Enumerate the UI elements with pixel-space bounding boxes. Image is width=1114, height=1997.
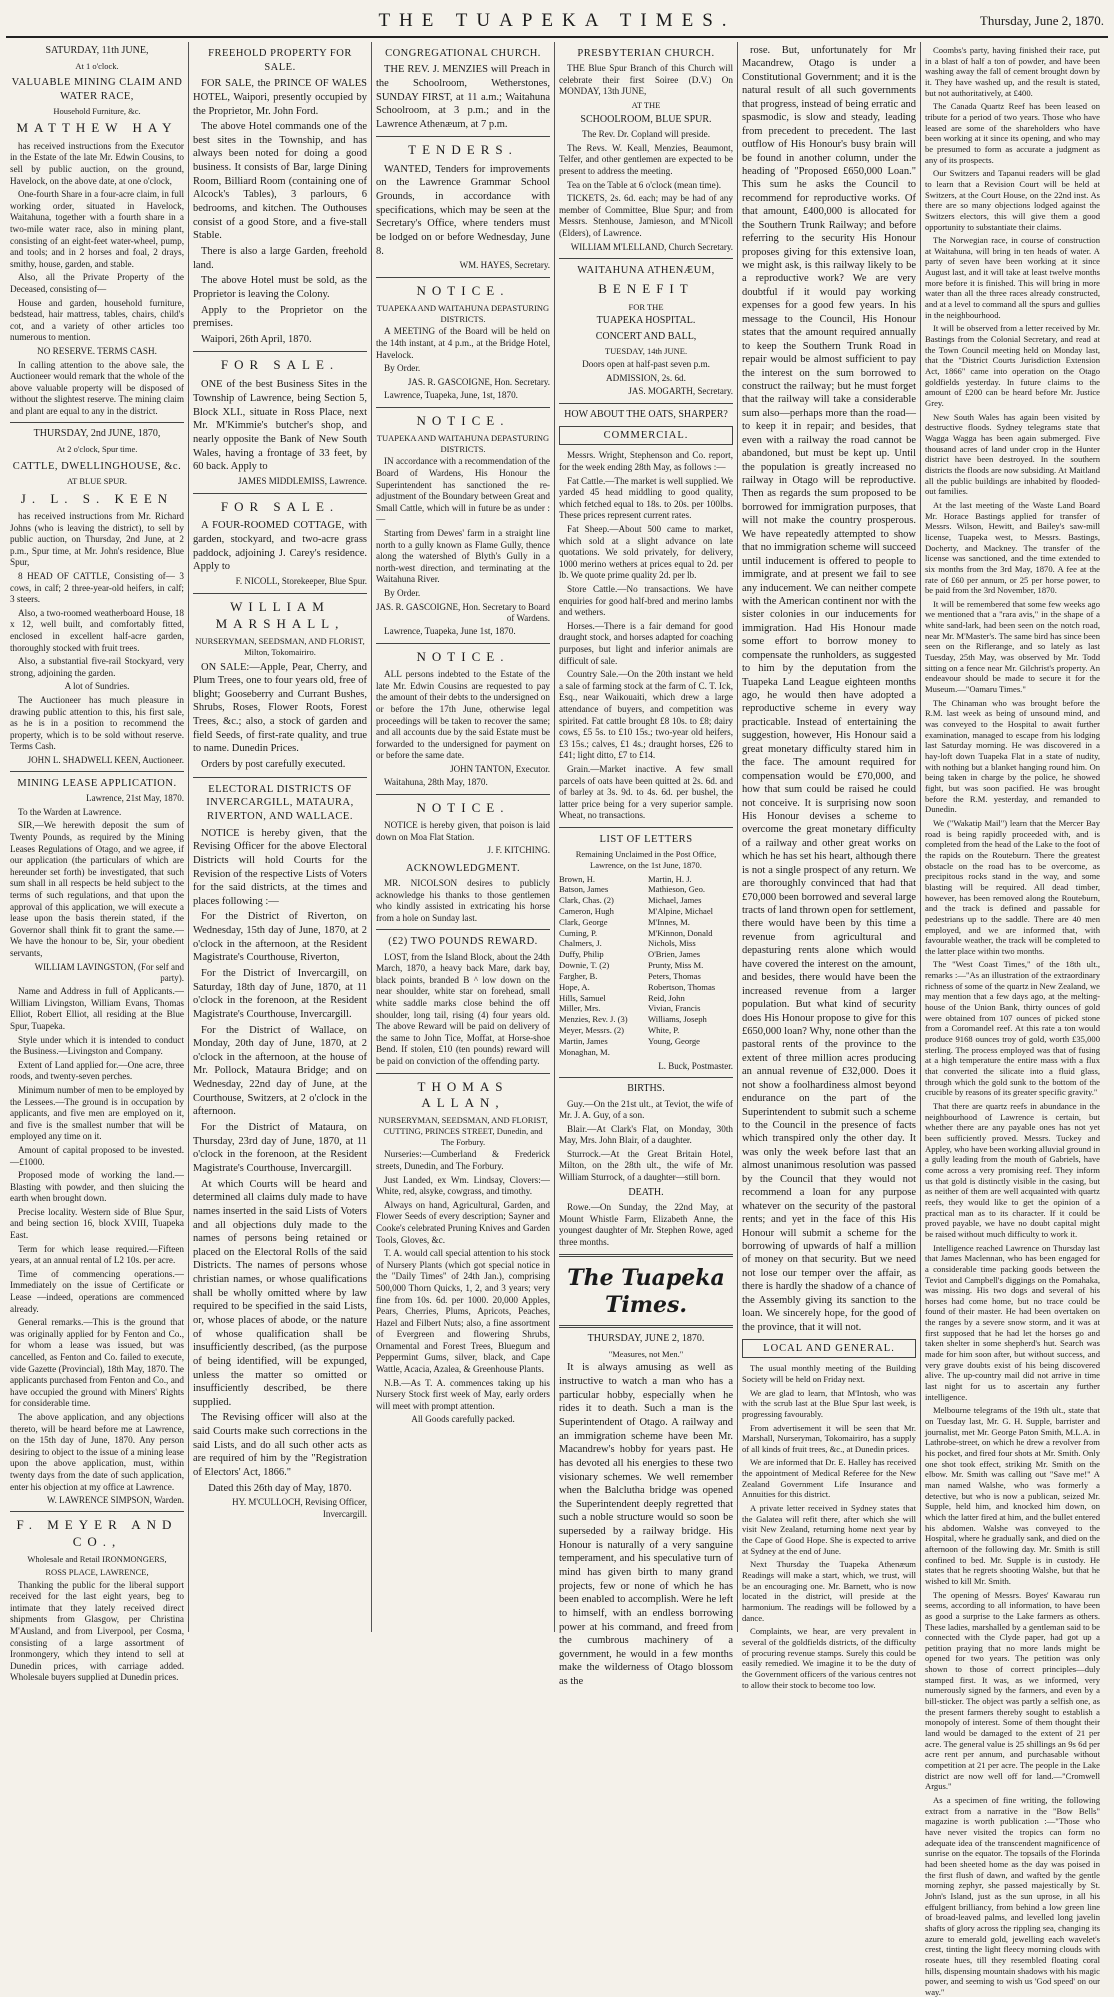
letter-name: Cuming, P.	[559, 927, 597, 938]
electoral-body: NOTICE is hereby given, that the Revising Officer for the above Electoral Districts will hold Courts for the Revision of the respective Lists of Voters for the said districts, at the times and places following :—	[193, 827, 367, 907]
letters-list	[559, 874, 733, 1058]
lease-title: MINING LEASE APPLICATION.	[17, 778, 177, 790]
local-item: A private letter received in Sydney states that the Galatea will refit there, after which she will visit New Zealand, returning home next year by the Cape of Good Hope. She is expected to arrive at Sydney at the end of June.	[742, 1503, 916, 1556]
letter-name: Menzies, Rev. J. (3)	[559, 1014, 628, 1025]
column-1	[6, 42, 189, 1683]
letter-name: M'Innes, M.	[648, 916, 690, 927]
sale1-item: House and garden, household furniture, bedstead, hair mattress, tables, chairs, child's cot, and a variety of other articles too numerous to mention.	[10, 297, 184, 343]
news-item: That there are quartz reefs in abundance in the neighbourhood of Lawrence is certain, but whether there are any payable ones has not yet been sufficiently proved. Messrs. Tuckey and Appley, who have been working alluvial ground in a gully leading from the mouth of Gabriels, have come across a very promising reef. They inform us that gold is distinctly visible in the casing, but as neither of them are well acquainted with quartz reefs, they would like to get the opinion of a practical man as to its character. If it could be proved payable, we have no doubt capital might be raised without much difficulty to work it.	[925, 1101, 1100, 1239]
sale1-note: In calling attention to the above sale, the Auctioneer would remark that the whole of the above valuable property will be disposed of without the slightest reserve. The mining claim and plant are equal to any in the district.	[10, 359, 184, 416]
pres-chair: The Rev. Dr. Copland will preside.	[581, 129, 710, 140]
letter-name: Chalmers, J.	[559, 938, 602, 949]
lease-detail: Extent of Land applied for.—One acre, three roods, and twenty-seven perches.	[10, 1059, 184, 1082]
births-title: BIRTHS.	[627, 1082, 665, 1094]
divider	[559, 1325, 733, 1328]
pres-signature: WILLIAM M'LELLAND, Church Secretary.	[570, 241, 733, 252]
marshall-p2: Orders by post carefully executed.	[201, 759, 346, 771]
pres-p4: TICKETS, 2s. 6d. each; may be had of any member of Committee, Blue Spur; and from Messrs. Stenhouse, Jamieson, and M'Nicoll (Elders), of Lawrence.	[559, 193, 733, 239]
letter-name: Mathieson, Geo.	[648, 884, 706, 895]
letter-name: Martin, H. J.	[648, 873, 692, 884]
freehold-date: Waipori, 26th April, 1870.	[201, 333, 312, 345]
birth-notice: Sturrock.—At the Great Britain Hotel, Milton, on the 28th ult., the wife of Mr. William Sturrock, of a daughter—still born.	[559, 1148, 733, 1183]
meyer-body: Thanking the public for the liberal support received for the last eight years, beg to intimate that they lately received direct shipments from Glasgow, per Christina M'Ausland, and from Liverpool, per Cosma, consisting of a large assortment of Ironmongery, which they intend to sell at Dunedin prices, with carriage added. Wholesale buyers supplied at Dunedin prices.	[10, 1579, 184, 1683]
divider	[376, 407, 550, 408]
notice2-signature: JAS. R. GASCOIGNE, Hon. Secretary to Board of Wardens.	[376, 601, 550, 623]
sale2-place: AT BLUE SPUR.	[66, 475, 128, 486]
divider	[376, 643, 550, 644]
tenders-title: TENDERS.	[408, 142, 518, 158]
lease-detail: Term for which lease required.—Fifteen years, at an annual rental of L2 10s. per acre.	[10, 1243, 184, 1266]
sale2-body: has received instructions from Mr. Richard Johns (who is leaving the district), to sell by public auction, on Thursday, 2nd June, at 2 p.m., Spur time, at Mr. John's residence, Blue Spur,	[10, 511, 184, 568]
electoral-title: ELECTORAL DISTRICTS OF INVERCARGILL, MATAURA, RIVERTON, AND WALLACE.	[206, 783, 354, 822]
athenaeum-hospital: TUAPEKA HOSPITAL.	[596, 315, 696, 327]
columns	[6, 42, 1108, 1997]
freehold-p4: The above Hotel must be sold, as the Proprietor is leaving the Colony.	[193, 275, 367, 300]
letter-name: Peters, Thomas	[648, 970, 701, 981]
sale-b-signature: F. NICOLL, Storekeeper, Blue Spur.	[235, 575, 367, 586]
athenaeum-date: TUESDAY, 14th JUNE.	[604, 346, 688, 357]
sale1-sub: Household Furniture, &c.	[53, 105, 141, 116]
commercial-title: COMMERCIAL.	[559, 426, 733, 445]
letter-name: Prunty, Miss M.	[648, 960, 704, 971]
pres-title: PRESBYTERIAN CHURCH.	[577, 48, 715, 59]
sale1-item: Also, all the Private Property of the Deceased, consisting of—	[10, 272, 184, 294]
electoral-item: For the District of Mataura, on Thursday, 23rd day of June, 1870, at 11 o'clock in the forenoon, at the Resident Magistrate's Courthouse, Invercargill.	[193, 1122, 367, 1174]
letter-name: Robertson, Thomas	[648, 981, 716, 992]
sale-a-body: ONE of the best Business Sites in the Township of Lawrence, being Section 5, Block XLI., situate in Ross Place, next Mr. M'Kimmie's butcher's shop, and nearly opposite the Bank of New South Wales, having a frontage of 33 feet, by 60 back. Apply to	[193, 379, 367, 473]
lease-date: Lawrence, 21st May, 1870.	[86, 793, 184, 804]
letter-name: White, P.	[648, 1025, 680, 1036]
lease-detail: Style under which it is intended to conduct the Business.—Livingston and Company.	[10, 1034, 184, 1057]
divider	[10, 1511, 184, 1512]
sale2-date: THURSDAY, 2nd JUNE, 1870,	[33, 428, 161, 440]
news-item: New South Wales has again been visited by destructive floods. Sydney telegrams state that Wagga Wagga has been again submerged. Five thousand acres of land under crop in the Hunter district have been destroyed. In the southern districts the floods are now subsiding. At Maitland all the public buildings are inhabited by flooded-out families.	[925, 411, 1100, 497]
letter-name: Duffy, Philip	[559, 949, 604, 960]
athenaeum-benefit: BENEFIT	[598, 281, 694, 297]
tenders-signature: WM. HAYES, Secretary.	[459, 260, 550, 271]
notice1-by: By Order.	[384, 363, 421, 374]
letter-name: Vivian, Francis	[648, 1003, 701, 1014]
editorial-text: It is always amusing as well as instructive to watch a man who has a particular hobby, especially when he rides it to death. Such a man is the Superintendent of Otago. A railway and an immigration scheme have been Mr. Macandrew's hobby for years past. He has devoted all his energies to these two visionary schemes. We well remember when the Balclutha bridge was opened the Superintendent deeply regretted that such a noble structure would so soon be superseded by a railway bridge. His Honour is naturally of a very sanguine temperament, and his speculative turn of mind has given birth to many grand projects, few or none of which he has been enabled to accomplish. Were he left to himself, with an endless borrowing power at his command, and freed from the cumbrous machinery of a government, he would in a few months make the wilderness of Otago blossom as the	[559, 1362, 733, 1688]
notice1-title: NOTICE.	[416, 282, 510, 298]
electoral-item: For the District of Wallace, on Monday, 20th day of June, 1870, at 2 o'clock in the afternoon, at the house of Mr. Pollock, Mataura Bridge; and on Wednesday, 22nd day of June, at the Courthouse, Switzers, at 2 o'clock in the afternoon.	[193, 1024, 367, 1118]
sale-a-title: FOR SALE.	[220, 357, 340, 373]
lease-detail: Time of commencing operations.—Immediately on the issue of Certificate or Lease —indeed, operations are commenced already.	[10, 1268, 184, 1314]
letter-name: O'Brien, James	[648, 949, 701, 960]
notice1-date: Lawrence, Tuapeka, June, 1st, 1870.	[384, 390, 518, 401]
electoral-item: For the District of Invercargill, on Saturday, 18th day of June, 1870, at 11 o'clock in the forenoon, at the Resident Magistrate's Courthouse, Invercargill.	[193, 967, 367, 1020]
marshall-sub: NURSERYMAN, SEEDSMAN, AND FLORIST, Milton, Tokomairiro.	[195, 636, 365, 658]
sale2-item: A lot of Sundries.	[64, 681, 130, 692]
letter-name: Reid, John	[648, 992, 685, 1003]
sale2-item: Also, a substantial five-rail Stockyard, very strong, adjoining the garden.	[10, 656, 184, 678]
athenaeum-doors: Doors open at half-past seven p.m.	[582, 359, 710, 370]
sale1-terms: NO RESERVE. TERMS CASH.	[37, 345, 157, 356]
lease-note: The above application, and any objections thereto, will be heard before me at Lawrence, on the 15th day of June, 1870. Any person desiring to object to the issue of a mining lease upon the above application, must, within twenty days from the date of such application, enter his objection at my office at Lawrence.	[10, 1411, 184, 1492]
letter-name: Hills, Samuel	[559, 992, 606, 1003]
commercial-p: Horses.—There is a fair demand for good draught stock, and horses adapted for coaching purposes, but light and inferior animals are difficult of sale.	[559, 620, 733, 666]
lease-to: To the Warden at Lawrence.	[18, 806, 122, 817]
notice3-signature: JOHN TANTON, Executor.	[450, 763, 550, 774]
divider	[376, 277, 550, 278]
letter-name: Nichols, Miss	[648, 938, 696, 949]
freehold-p5: Apply to the Proprietor on the premises.	[193, 304, 367, 330]
news-item: The Chinaman who was brought before the R.M. last week as being of unsound mind, and was conveyed to the Hospital to await further examination, managed to escape from his lodging last Saturday morning. He was discovered in a hay-loft down Tuapeka Flat in a state of nudity, with nothing but a blanket hanging round him. On being taken in charge by the police, he showed fight, but was soon pacified. He was brought before the R.M. yesterday, and remanded to Dunedin.	[925, 697, 1100, 815]
letter-name: Miller, Mrs.	[559, 1003, 601, 1014]
pres-at: AT THE	[631, 100, 661, 110]
sale2-time: At 2 o'clock, Spur time.	[56, 444, 138, 455]
news-item: The Norwegian race, in course of construction at Waitahuna, will bring in ten heads of water. A party of seven have been working at it since August last, and it will take at least twelve months more before it is finished. This will bring in more water than all the three races already constructed, and at a level to command all the spurs and gullies in the neighbourhood.	[925, 235, 1100, 320]
sale2-item: 8 HEAD OF CATTLE, Consisting of— 3 cows, in calf; 2 three-year-old heifers, in calf; 3 steers.	[10, 571, 184, 605]
ack-body: MR. NICOLSON desires to publicly acknowledge his thanks to those gentlemen who kindly assisted in extricating his horse from a hole on Sunday last.	[376, 878, 550, 923]
notice3-title: NOTICE.	[416, 648, 510, 664]
sale-b-title: FOR SALE.	[220, 498, 340, 514]
editorial-text-continued: rose. But, unfortunately for Mr Macandrew, Otago is under a Constitutional Government; and it is the natural result of all such governments that progress, instead of being erratic and spasmodic, is slow and steady, leading from precedent to precedent. The last outflow of His Honour's busy brain will be found in another column, under the heading of "Proposed £650,000 Loan." This sum he asks the Council to recommend for reproductive works. Of that amount, £400,000 is allocated for the Southern Trunk Railway; and before referring to the security His Honour proposes giving for this extensive loan, we might ask, is this railway likely to be a reproductive work? We are very doubtful if it would pay working expenses for a good few years. In his message to the Council, His Honour states that the amount required annually to keep the Southern Trunk Road in repair would be almost sufficient to pay the interest on the sum borrowed to construct the railway; but he must forget that the railway will take a considerable sum also—perhaps more than the road—to keep it in repair; and besides, that even with a railway the road cannot be abandoned, but must be kept up. Until the population is greatly increased no railway in Otago will be reproductive. Then as regards the sum proposed to be borrowed for immigration purposes, that will not make the country prosperous. We have repeatedly attempted to show that no immigration scheme will succeed until inducement is offered to people to immigrate, and at present we fail to see any inducement. We can neither compete with the American continent nor with the sister colonies in our inducements for immigration. Had His Honour made some effort to borrow money to compensate the runholders, as suggested to him by the deputation from the Tuapeka Land League eighteen months ago, he would then have adopted a reproductive scheme in every way practicable. Instead of entertaining the suggestion, however, His Honour said a great monetary difficulty stared him in the face. The amount required for compensation would be £70,000, and how that sum could be raised he could not conceive. It is surprising now soon His Honour devises a scheme to overcome the great monetary difficulty of a railway and other great works on which he has set his heart, although there is not a single prospect of any return. We are thoroughly convinced that had that £70,000 been borrowed and several large tracts of land thrown open for settlement, there would have been by this time a revenue from agricultural and depasturing rents alone which would have covered the interest on the amount, and besides, there would have been the increased revenue from a larger population. But what kind of security does His Honour propose to give for this £650,000 loan? Why, none other than the pastoral rents of the province to the extent of three million acres producing an annual revenue of £32,000. Does it not show a foolhardiness almost beyond endurance on the part of the Superintendent to submit such a scheme to the Council in the presence of facts which transpired only the other day. It was only the week before last that an almost unanimous resolution was passed by the Council that they would not recommend a loan for any purpose whatever on the security of the pastoral rents; and yet in the face of this His Honour will submit a scheme for the borrowing of upwards of half a million of money on that security. But we need not lose our temper over the affair, as there is hardly the shadow of a chance of the Assembly giving its sanction to the loan. We sincerely hope, for the good of the province, that it will not.	[742, 45, 916, 1333]
pres-p2: The Revs. W. Keall, Menzies, Beaumont, Telfer, and other gentlemen are expected to be present to address the meeting.	[559, 142, 733, 177]
news-item: Intelligence reached Lawrence on Thursday last that James Maclennan, who has been engaged for a considerable time packing goods between the Teviot and Campbell's diggings on the Pomahaka, was missing. His two dogs and several of his horses had come home, but no trace could be found of their master. He had been overtaken on the ranges by a severe snow storm, and it was at first supposed that he had let the horses go and taken shelter in some shepherd's hut. Search was made for him soon after, but without success, and very grave doubts exist of his being discovered alive. The up-country mail did not arrive in time last night for us to ascertain any further intelligence.	[925, 1242, 1100, 1402]
letters-signature: L. Buck, Postmaster.	[658, 1060, 733, 1071]
meyer-name: F. MEYER AND CO.,	[16, 1517, 178, 1549]
notice3-body: ALL persons indebted to the Estate of the late Mr. Edwin Cousins are requested to pay the amount of their debts to the undersigned on or before the 17th June, otherwise legal proceedings will be taken to recover the same; and all accounts due by the said Estate must be forwarded to the undersigned for payment on or before the same date.	[376, 669, 550, 761]
editorial-date: THURSDAY, JUNE 2, 1870.	[587, 1333, 705, 1345]
sale1-auctioneer: MATTHEW HAY	[16, 120, 178, 136]
news-item: As a specimen of fine writing, the following extract from a narrative in the "Bow Bells" magazine is worth publication :—"Those who have never visited the tropics can form no adequate idea of the transcendent magnificence of sunrise on the equator. The topsails of the Florinda had been sheeted home as the day was poised in the first flush of dawn, and wafted by the gentle morning zephyr, she passed majestically by St. John's Island, just as the sun uprose, in all his effulgent brilliancy, from behind a low green line of broad-leaved palms, and levelled long javelin shafts of glory across the rippling sea, changing its azure to emerald gold, jewelling each wavelet's crest, tinting the light fleecy morning clouds with roseate hues, till they resembled floating coral hills, dispensing mountain shadows with his magic power, and seeming to wish us 'God speed' on our way."	[925, 1795, 1100, 1997]
news-item: Coombs's party, having finished their race, put in a blast of half a ton of powder, and have been washing away the fall of cement brought down by it. They have washed up, and the result is stated, but not authoritatively, at £400.	[925, 45, 1100, 98]
reward-title: (£2) TWO POUNDS REWARD.	[388, 936, 538, 948]
notice1-signature: JAS. R. GASCOIGNE, Hon. Secretary.	[407, 376, 550, 387]
news-item: The "West Coast Times," of the 18th ult., remarks :—"As an illustration of the extraordinary richness of some of the quartz in New Zealand, we may mention that a few days ago, at the melting-house of the Union Bank, thirty ounces of gold were obtained from 107 ounces of picked stone from a Coromandel reef. At this rate a ton would produce 9168 ounces troy of gold, worth £35,000 sterling. The process employed was that of fusing at a high temperature the entire mass with a flux that converted the silicate into a fluid glass, through which the gold sunk to the bottom of the crucible by reasons of its greater specific gravity."	[925, 959, 1100, 1098]
divider	[559, 258, 733, 259]
news-item: Melbourne telegrams of the 19th ult., state that on Tuesday last, Mr. G. H. Supple, barrister and journalist, met Mr. George Paton Smith, M.L.A. in Lathrobe-street, on which he drew a revolver from his pocket, and fired four shots at Mr. Smith. Only one shot took effect, striking Mr. Smith on the elbow. Mr. Smith was calling out "Save me!" A man named Walshe, who was formerly a detective, but who is now a publican, seized Mr. Supple, held him, and knocked him down, on which the latter fired at him, and the bullet entered his abdomen. Walshe was conveyed to the Hospital, where he gradually sank, and died on the afternoon of the following day. Mr. Smith is still confined to bed. Mr. Supple is in custody. He states that he regrets shooting Walshe, but that he wished to kill Mr. Smith.	[925, 1405, 1100, 1586]
commercial-p: Country Sale.—On the 20th instant we held a sale of farming stock at the farm of C. T. Ick, Esq., near Waikouaiti, which drew a large attendance of buyers, and competition was spirited. Fat cattle brought £8 10s. to £8; dairy cows, £5 5s. to £10 15s.; two-year old heifers, £3 15s.; calves, £1 4s.; draught horses, £26 to £41; light ditto, £7 to £14.	[559, 669, 733, 761]
divider	[559, 403, 733, 404]
divider	[559, 827, 733, 828]
letter-name: Hope, A.	[559, 981, 590, 992]
divider	[559, 1077, 733, 1078]
letter-name: Martin, James	[559, 1035, 608, 1046]
letter-name: Michael, James	[648, 895, 702, 906]
freehold-body: FOR SALE, the PRINCE OF WALES HOTEL, Waipori, presently occupied by the Proprietor, Mr. John Ford.	[193, 78, 367, 117]
notice1-sub: TUAPEKA AND WAITAHUNA DEPASTURING DISTRICTS.	[376, 302, 550, 324]
allan-p2: Just Landed, ex Wm. Lindsay, Clovers:—White, red, alsyke, cowgrass, and timothy.	[376, 1174, 550, 1197]
death-notice: Rowe.—On Sunday, the 22nd May, at Mount Whistle Farm, Elizabeth Anne, the youngest daughter of Mr. Stephen Rowe, aged three months.	[559, 1202, 733, 1248]
news-item: Our Switzers and Tapanui readers will be glad to learn that a Revision Court will be held at Switzers, at the Court House, on the 22nd inst. As there are so many objections lodged against the Switzers electors, this will give them a good opportunity to substantiate their claims.	[925, 168, 1100, 232]
masthead-date: Thursday, June 2, 1870.	[979, 13, 1104, 28]
column-5	[738, 42, 921, 1690]
commercial-p: Store Cattle.—No transactions. We have enquiries for good half-bred and merino lambs and wethers.	[559, 584, 733, 618]
sale1-body: has received instructions from the Executor in the Estate of the late Mr. Edwin Cousins, to sell by public auction, on the ground, Havelock, on the above date, at one o'clock,	[10, 140, 184, 186]
letter-name: M'Kinnon, Donald	[648, 927, 713, 938]
athenaeum-concert: CONCERT AND BALL,	[595, 330, 697, 342]
divider	[193, 593, 367, 594]
lease-detail: Minimum number of men to be employed by the Lessees.—The ground is in occupation by applicants, and five men are employed on it, and five is the smallest number that will be employed any time on it.	[10, 1084, 184, 1142]
divider	[193, 777, 367, 778]
local-item: We are glad to learn, that M'Intosh, who was with the scrub last at the Blue Spur last week, is progressing favourably.	[742, 1387, 916, 1419]
divider	[193, 351, 367, 352]
local-item: We are informed that Dr. E. Halley has received the appointment of Medical Referee for the New Zealand Government Life Insurance and Annuities for this district.	[742, 1457, 916, 1500]
divider	[376, 136, 550, 137]
letter-name: Brown, H.	[559, 873, 596, 884]
lease-body: SIR,—We herewith deposit the sum of Twenty Pounds, as required by the Mining Leases Regulations of Otago, and we agree, if our application (the particulars of which are hereunder set forth) be investigated, that such sum shall in all respects be held subject to the terms of such regulations, and that upon the approval of this application, we will execute a lease upon the basis therein stated, if the Governor shall think fit to grant the same.—We have the honour to be, Sir, your obedient servants,	[10, 820, 184, 958]
letter-name: Young, George	[648, 1035, 700, 1046]
local-item: The usual monthly meeting of the Building Society will be held on Friday next.	[742, 1363, 916, 1384]
sale2-auctioneer: J. L. S. KEEN	[20, 490, 174, 506]
electoral-p3: The Revising officer will also at the said Courts make such corrections in the said Lists, and do all such other acts as are required of him by the "Registration of Electors' Act, 1866."	[193, 1412, 367, 1479]
commercial-p: Fat Cattle.—The market is well supplied. We yarded 45 head middling to good quality, which fetched equal to 18s. to 20s. per 100lbs. These prices represent current rates.	[559, 475, 733, 521]
column-4	[555, 42, 738, 1688]
athenaeum-title: WAITAHUNA ATHENÆUM,	[577, 264, 715, 276]
news-item: The Canada Quartz Reef has been leased on tribute for a period of two years. Those who have leased are some of the shareholders who have been working at it since its opening, and who may be presumed to form as accurate a judgment as any of its prospects.	[925, 101, 1100, 165]
marshall-body: ON SALE:—Apple, Pear, Cherry, and Plum Trees, one to four years old, free of blight; Gooseberry and Currant Bushes, Shrubs, Roses, Flower Roots, Forest Trees, &c.; also, a stock of garden and field Seeds, of first-rate quality, and true to name. Dunedin Prices.	[193, 661, 367, 755]
news-item: The opening of Messrs. Boyes' Kawarau run seems, according to all information, to have been as good a surprise to the Lake farmers as others. These ladies, marshalled by a gentleman said to be connected with the Clyde paper, had got up a petition praying that no more lands might be opened for two years. The petition was only shown to those of correct principles—duly stamped first. It was, as we informed, very numerously signed by the farmers, and even by a bill-sticker. The object was partly a selfish one, as the present farmers thereby sought to establish a monopoly of interest. Some of them thought their land would be damaged to the extent of 21 per acre. The general value is 25 shillings an 9s 6d per acre rent per annum, and purchasable without competition at 21 per acre. The people in the Lake district are now well off for land.—"Cromwell Argus."	[925, 1589, 1100, 1792]
letter-name: Meyer, Messrs. (2)	[559, 1025, 625, 1036]
sale2-title: CATTLE, DWELLINGHOUSE, &c.	[12, 460, 182, 472]
editorial-motto: "Measures, not Men."	[608, 1348, 684, 1359]
notice2-title: NOTICE.	[416, 412, 510, 428]
allan-body: Nurseries:—Cumberland & Frederick streets, Dunedin, and The Forbury.	[376, 1149, 550, 1171]
local-item: Complaints, we hear, are very prevalent in several of the goldfields districts, of the difficulty of procuring revenue stamps. Surely this could be easily remedied. We imagine it to be the duty of the Government officers of the various centres not to allow their stock to become too low.	[742, 1626, 916, 1690]
divider	[193, 493, 367, 494]
pres-place: SCHOOLROOM, BLUE SPUR.	[580, 113, 712, 125]
divider	[10, 771, 184, 772]
letter-name: Fargher, B.	[559, 970, 598, 981]
column-2	[189, 42, 372, 1632]
electoral-signature: HY. M'CULLOCH, Revising Officer, Invercargill.	[232, 1497, 367, 1520]
notice4-title: NOTICE.	[416, 799, 510, 815]
sale2-note: The Auctioneer has much pleasure in drawing public attention to this, his first sale, as he is in a position to recommend the property, which is to be sold without reserve. Terms Cash.	[10, 694, 184, 752]
notice4-body: NOTICE is hereby given, that poison is laid down on Moa Flat Station.	[376, 820, 550, 842]
masthead	[6, 6, 1108, 38]
column-6	[921, 42, 1104, 1997]
electoral-date: Dated this 26th day of May, 1870.	[208, 1482, 352, 1494]
oats-notice: HOW ABOUT THE OATS, SHARPER?	[564, 408, 728, 420]
sale1-title: VALUABLE MINING CLAIM AND WATER RACE,	[11, 77, 183, 102]
notice2-body: IN accordance with a recommendation of the Board of Wardens, His Honour the Superintendent has sanctioned the re-adjustment of the Boundary between Great and Small Cattle, which will in future be as under :—	[376, 456, 550, 525]
sale-b-body: A FOUR-ROOMED COTTAGE, with garden, stockyard, and two-acre grass paddock, adjoining J. Carey's residence. Apply to	[193, 520, 367, 573]
letter-name: Monaghan, M.	[559, 1046, 610, 1057]
pres-p3: Tea on the Table at 6 o'clock (mean time).	[567, 179, 722, 190]
letter-name: Batson, James	[559, 884, 609, 895]
sale1-time: At 1 o'clock.	[75, 60, 119, 71]
lease-detail: Name and Address in full of Applicants.—William Livingston, William Evans, Thomas Elliot, Robert Elliot, all residing at the Blue Spur, Tuapeka.	[10, 986, 184, 1031]
notice2-quote: Starting from Dewes' farm in a straight line north to a gully known as Flame Gully, thence along the watershed of Blyth's Gully in a north-west direction, and terminating at the Waitahuna River.	[376, 528, 550, 585]
allan-p3: Always on hand, Agricultural, Garden, and Flower Seeds of every description; Sayner and Cooke's celebrated Pruning Knives and Garden Tools, Gloves, &c.	[376, 1199, 550, 1245]
letter-name: Clark, George	[559, 916, 608, 927]
news-item: It will be remembered that some few weeks ago we mentioned that a "rara avis," in the shape of a white sand-lark, had been seen on the notch road, near Mr. M'Master's. The same bird has since been seen on the Riflerange, and so lately as last Tuesday, 25th May, was observed by Mr. Todd sitting on a fence near Mr. Gilchrist's property. An endeavour should be made to secure it for the Museum.—"Oamaru Times."	[925, 598, 1100, 695]
electoral-item: For the District of Riverton, on Wednesday, 15th day of June, 1870, at 2 o'clock in the afternoon, at the Resident Magistrate's Courthouse, Riverton,	[193, 911, 367, 964]
ack-title: ACKNOWLEDGMENT.	[405, 862, 521, 874]
lease-detail: General remarks.—This is the ground that was originally applied for by Fenton and Co., for whom a lease was issued, but was cancelled, as Fenton and Co. failed to execute, vide Gazette (Provincial), 18th May, 1870. The applicants purchased from Fenton and Co., and have occupied the ground with Miners' Rights for considerable time.	[10, 1317, 184, 1409]
column-3	[372, 42, 555, 1632]
local-item: Next Thursday the Tuapeka Athenæum Readings will make a start, which, we trust, will be an encouraging one. Mr. Barnett, who is now located in the district, will preside at the harmonium. The readings will be followed by a dance.	[742, 1559, 916, 1623]
divider	[559, 1254, 733, 1257]
allan-p5: N.B.—As T. A. commences taking up his Nursery Stock first week of May, early orders will meet with prompt attention.	[376, 1377, 550, 1411]
commercial-p: Grain.—Market inactive. A few small parcels of oats have been quitted at 2s. 6d. and of barley at 3s. 9d. to 4s. 6d. per bushel, the latter price being for a very superior sample. Wheat, no transactions.	[559, 763, 733, 821]
letter-name: Williams, Joseph	[648, 1014, 707, 1025]
lease-detail: Amount of capital proposed to be invested.—£1000.	[10, 1144, 184, 1167]
sale2-signature: JOHN L. SHADWELL KEEN, Auctioneer.	[27, 754, 184, 765]
local-item: From advertisement it will be seen that Mr. Marshall, Nurseryman, Tokomairiro, has a supply of all kinds of fruit trees, &c., at Dunedin prices.	[742, 1422, 916, 1454]
tenders-body: WANTED, Tenders for improvements on the Lawrence Grammar School Grounds, in accordance with specifications, which may be seen at the Secretary's Office, where tenders must be lodged on or before Wednesday, June 8.	[376, 163, 550, 257]
commercial-p: Fat Sheep.—About 500 came to market, which sold at a slight advance on late quotations. We sold privately, for delivery, 1000 merino wethers at prices equal to 2d. per lb. We quote prime quality 2d. per lb.	[559, 524, 733, 581]
reward-body: LOST, from the Island Block, about the 24th March, 1870, a heavy back Mare, dark bay, black points, branded B ^ low down on the near shoulder, white star on forehead, small white saddle marks close behind the off shoulder, long tail, rising (4) four years old. The above Reward will be paid on delivery of the same to John Tice, Moffat, at Horse-shoe Bend. If stolen, £10 (ten pounds) reward will be paid on conviction of the offending party.	[376, 951, 550, 1066]
freehold-p3: There is also a large Garden, freehold land.	[193, 245, 367, 271]
letters-sub: Remaining Unclaimed in the Post Office, Lawrence, on the 1st June, 1870.	[575, 849, 717, 870]
divider	[10, 422, 184, 423]
marshall-name: WILLIAM MARSHALL,	[215, 598, 345, 631]
death-title: DEATH.	[628, 1186, 664, 1198]
cong-body: THE REV. J. MENZIES will Preach in the Schoolroom, Wetherstones, SUNDAY FIRST, at 11 a.m.; Waitahuna Schoolroom, at 3 p.m.; and in the Lawrence Athenæum, at 7 p.m.	[376, 64, 550, 130]
divider	[376, 1073, 550, 1074]
allan-p4: T. A. would call special attention to his stock of Nursery Plants (which got special notice in the "Daily Times" of 24th Jan.), comprising 500,000 Thorn Quicks, 1, 2, and 3 years; very fine from 10s. 6d. per 1000. 20,000 Apples, Pears, Cherries, Plums, Apricots, Peaches, Hazel and Filbert Nuts; also, a fine assortment of Evergreen and flowering Shrubs, Ornamental and Forest Trees, Bluegum and Peppermint Gums, silver, black, and Cape Wattle, Acacia, Azalea, & Greenhouse Plants.	[376, 1248, 550, 1375]
news-item: At the last meeting of the Waste Land Board Mr. Horace Bastings applied for transfer of Messrs. Wilson, Hewitt, and Bailey's saw-mill license, Tuapeka west, to Messrs. Bastings, Docherty, and Mackney. The transfer of the license was sanctioned, and the time extended to six months from the 3rd May, 1870. A fee at the rate of £60 per annum, or 25 per horse power, to be paid from the 3rd November, 1870.	[925, 499, 1100, 596]
lease-detail: Proposed mode of working the land.—Blasting with powder, and then sluicing the earth when brought down.	[10, 1170, 184, 1204]
commercial-p: Messrs. Wright, Stephenson and Co. report, for the week ending 28th May, as follows :—	[559, 450, 733, 473]
news-item: We ("Wakatip Mail") learn that the Mercer Bay road is being rapidly proceeded with, and is completed from the head of the Lake to the foot of the rapids on the Routeburn. There the greatest obstacle on the road has to be overcome, as precipitous rocks stand in the way, and some blasting will be required. All dead timber, however, has been removed along the Routeburn, and the track is defined and passable for pedestrians up to the saddle. There are 40 men employed, and we are informed that, with favourable weather, the track will be completed to the latter place within two months.	[925, 817, 1100, 956]
pres-body: THE Blue Spur Branch of this Church will celebrate their first Soiree (D.V.) On MONDAY, 13th JUNE,	[559, 63, 733, 97]
divider	[376, 929, 550, 930]
meyer-place: ROSS PLACE, LAWRENCE,	[45, 1566, 149, 1577]
local-title: LOCAL AND GENERAL.	[742, 1339, 916, 1358]
notice2-sub: TUAPEKA AND WAITAHUNA DEPASTURING DISTRICTS.	[376, 433, 550, 454]
letter-name: Cameron, Hugh	[559, 906, 614, 916]
masthead-title: THE TUAPEKA TIMES.	[378, 10, 736, 31]
notice4-signature: J. F. KITCHING.	[487, 845, 550, 856]
sale2-item: Also, a two-roomed weatherboard House, 18 x 12, well built, and comfortably fitted, enclosed in excellent half-acre garden, thoroughly stocked with fruit trees.	[10, 607, 184, 653]
editorial-banner: The Tuapeka Times.	[567, 1264, 725, 1319]
birth-notice: Blair.—At Clark's Flat, on Monday, 30th May, Mrs. John Blair, of a daughter.	[559, 1123, 733, 1146]
divider	[376, 794, 550, 795]
sale1-date: SATURDAY, 11th JUNE,	[45, 45, 149, 56]
sale1-item: One-fourth Share in a four-acre claim, in full working order, situated in Havelock, Waitahuna, together with a fourth share in a two-mile water race, also in mining plant, consisting of an eight-feet water-wheel, pump, and tools; and in 2 horses and foal, 2 drays, smithy, house, garden, and stable.	[10, 189, 184, 269]
notice2-date: Lawrence, Tuapeka, June 1st, 1870.	[384, 626, 516, 637]
letter-name: M'Alpine, Michael	[648, 906, 714, 916]
allan-sub: NURSERYMAN, SEEDSMAN, AND FLORIST, CUTTING, PRINCES STREET, Dunedin, and The Forbury.	[378, 1115, 548, 1147]
lease-detail: Precise locality. Western side of Blue Spur, and being section 16, block XVIII, Tuapeka East.	[10, 1206, 184, 1241]
sale-a-signature: JAMES MIDDLEMISS, Lawrence.	[238, 475, 367, 486]
meyer-sub: Wholesale and Retail IRONMONGERS,	[27, 1554, 167, 1565]
birth-notice: Guy.—On the 21st ult., at Teviot, the wife of Mr. J. A. Guy, of a son.	[559, 1098, 733, 1121]
cong-title: CONGREGATIONAL CHURCH.	[385, 48, 541, 59]
lease-warden: W. LAWRENCE SIMPSON, Warden.	[46, 1495, 184, 1506]
letter-name	[648, 1047, 733, 1058]
notice1-body: A MEETING of the Board will be held on the 14th instant, at 4 p.m., at the Bridge Hotel, Havelock.	[376, 326, 550, 360]
athenaeum-admission: ADMISSION, 2s. 6d.	[606, 372, 686, 383]
letters-title: LIST OF LETTERS	[599, 833, 693, 845]
freehold-title: FREEHOLD PROPERTY FOR SALE.	[208, 48, 352, 73]
lease-signature: WILLIAM LAVINGSTON, (For self and party).	[34, 961, 184, 983]
athenaeum-for: FOR THE	[628, 301, 664, 312]
athenaeum-signature: JAS. MOGARTH, Secretary.	[628, 386, 733, 397]
letter-name: Clark, Chas. (2)	[559, 895, 614, 906]
electoral-p2: At which Courts will be heard and determined all claims duly made to have names inserted in the said Lists of Voters and all objections duly made to the names of persons being retained or placed on the Electoral Rolls of the said Districts. The names of persons whose christian names, or whose qualifications shall be wholly omitted where by law required to be specified in the said Lists, or, whose places of abode, or the nature of whose qualification shall be insufficiently described, (as the purpose of being identified, will be expunged, unless the matter so omitted or insufficiently described, be there supplied.	[193, 1178, 367, 1408]
notice3-date: Waitahuna, 28th May, 1870.	[384, 777, 488, 788]
allan-name: THOMAS ALLAN,	[417, 1078, 509, 1110]
notice2-by: By Order.	[384, 588, 421, 598]
freehold-p2: The above Hotel commands one of the best sites in the Township, and has always been noted for doing a good business. It consists of Bar, large Dining Room, Billiard Room (containing one of Alcock's Tables), 3 parlours, 6 bedrooms, and kitchen. The Outhouses consist of a good Store, and a five-stall Stable.	[193, 121, 367, 242]
letter-name: Downie, T. (2)	[559, 960, 610, 971]
news-item: It will be observed from a letter received by Mr. Bastings from the Colonial Secretary, and read at the Town Council meeting held on Monday last, that the "District Courts Jurisdiction Extension Act, 1866" came into operation on the Otago goldfields yesterday. In future claims to the amount of £200 can be heard before Mr. Justice Grey.	[925, 323, 1100, 408]
allan-p6: All Goods carefully packed.	[411, 1414, 515, 1425]
